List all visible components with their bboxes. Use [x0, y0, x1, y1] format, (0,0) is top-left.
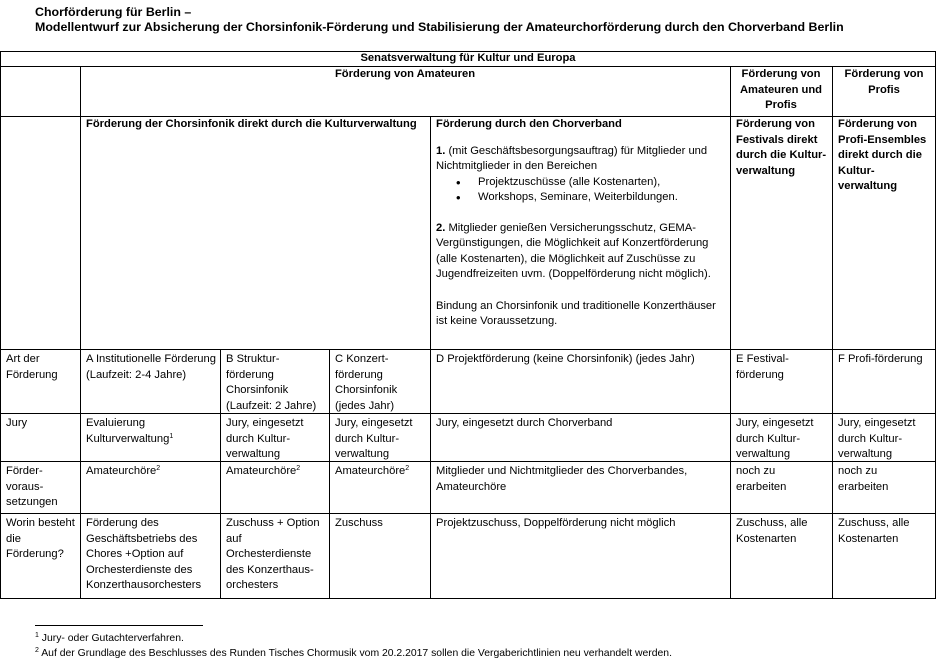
- grid-line: [329, 349, 330, 598]
- header-chorverband: Förderung durch den Chorverband: [436, 118, 622, 130]
- cell-b-jury: Jury, eingesetzt durch Kultur-verwaltung: [226, 417, 304, 460]
- header-senatsverwaltung: Senatsverwaltung für Kultur und Europa: [360, 52, 576, 64]
- list-item: • Projektzuschüsse (alle Kostenarten),: [436, 175, 726, 191]
- header-chorsinfonik: Förderung der Chorsinfonik direkt durch die Kulturverwaltung: [86, 118, 417, 130]
- cell-a-art: A Institutionelle Förderung (Laufzeit: 2-4 Jahre): [86, 353, 216, 381]
- title-line-2: Modellentwurf zur Absicherung der Chorsinfonik-Förderung und Stabilisierung der Amateurchorförderung durch den Chorverband Berlin: [35, 20, 844, 34]
- grid-line: [0, 513, 936, 514]
- header-foerderung-profis: Förderung von Profis: [844, 68, 924, 96]
- footnote-marker: 2: [156, 465, 161, 472]
- cell-text: Amateurchöre: [335, 465, 406, 477]
- footnote-number: 1: [35, 632, 39, 639]
- cell-b-voraussetzungen: [226, 464, 327, 480]
- chorverband-paragraph-1: [436, 144, 726, 175]
- row-label-art: Art der Förderung: [6, 353, 58, 381]
- cell-a-jury: [86, 416, 218, 447]
- cell-d-worin: Projektzuschuss, Doppelförderung nicht möglich: [436, 517, 676, 529]
- cell-c-voraussetzungen: [335, 464, 428, 480]
- grid-line: [0, 413, 936, 414]
- cell-c-art: C Konzert-förderung Chorsinfonik (jedes Jahr): [335, 353, 398, 412]
- grid-line: [730, 66, 731, 598]
- header-festivals: Förderung von Festivals direkt durch die Kultur-verwaltung: [736, 118, 827, 177]
- chorverband-paragraph-2: [436, 221, 726, 283]
- footnote-marker: 2: [296, 465, 301, 472]
- paragraph-number: 1.: [436, 144, 446, 157]
- cell-a-worin: Förderung des Geschäftsbetriebs des Chores +Option auf Orchesterdienste des Konzerthausorchesters: [86, 517, 202, 591]
- footnote-marker: 1: [169, 432, 174, 440]
- header-chorverband-block: [436, 117, 726, 330]
- paragraph-number: 2.: [436, 221, 446, 234]
- footnote-1: [35, 632, 184, 645]
- cell-c-jury: Jury, eingesetzt durch Kultur-verwaltung: [335, 417, 413, 460]
- footnote-2: [35, 647, 672, 660]
- cell-d-jury: Jury, eingesetzt durch Chorverband: [436, 417, 613, 429]
- cell-d-voraussetzungen: Mitglieder und Nichtmitglieder des Chorverbandes, Amateurchöre: [436, 465, 688, 493]
- grid-line: [430, 116, 431, 598]
- cell-text: Evaluierung Kulturverwaltung: [86, 417, 170, 445]
- cell-b-art: B Struktur-förderung Chorsinfonik (Laufzeit: 2 Jahre): [226, 353, 317, 412]
- grid-line: [0, 598, 936, 599]
- cell-e-art: E Festival-förderung: [736, 353, 789, 381]
- grid-line: [832, 66, 833, 598]
- row-label-jury: Jury: [6, 417, 28, 429]
- cell-text: Amateurchöre: [226, 465, 297, 477]
- paragraph-text: (mit Geschäftsbesorgungsauftrag) für Mitglieder und Nichtmitglieder in den Bereichen: [436, 144, 708, 172]
- cell-a-voraussetzungen: [86, 464, 218, 480]
- cell-f-voraussetzungen: noch zu erarbeiten: [838, 465, 889, 493]
- footnote-number: 2: [35, 647, 39, 654]
- title-line-1: Chorförderung für Berlin –: [35, 5, 192, 19]
- grid-line: [0, 349, 936, 350]
- chorverband-bullet-list: [436, 175, 726, 206]
- cell-e-worin: Zuschuss, alle Kostenarten: [736, 517, 808, 545]
- paragraph-text: Mitglieder genießen Versicherungsschutz, GEMA-Vergünstigungen, die Möglichkeit auf Konzertförderung (alle Kostenarten), die Möglichkeit auf Zuschüsse zu Jugendfreizeiten uvm. (Doppelförderung nicht möglich).: [436, 221, 711, 280]
- cell-d-art: D Projektförderung (keine Chorsinfonik) (jedes Jahr): [436, 353, 695, 365]
- footnote-marker: 2: [405, 465, 410, 472]
- cell-e-jury: Jury, eingesetzt durch Kultur-verwaltung: [736, 417, 814, 460]
- chorverband-paragraph-3: Bindung an Chorsinfonik und traditionelle Konzerthäuser ist keine Voraussetzung.: [436, 299, 716, 327]
- row-label-voraussetzungen: Förder-voraus-setzungen: [6, 465, 58, 508]
- footnote-separator: [35, 625, 203, 626]
- header-foerderung-amateure-profis: Förderung von Amateuren und Profis: [739, 68, 823, 111]
- footnote-text: Auf der Grundlage des Beschlusses des Runden Tisches Chormusik vom 20.2.2017 sollen die Vergaberichtlinien neu verhandelt werden.: [41, 648, 672, 659]
- cell-text: Amateurchöre: [86, 465, 157, 477]
- grid-line: [0, 51, 1, 598]
- grid-line: [220, 349, 221, 598]
- header-foerderung-amateure: Förderung von Amateuren: [334, 68, 476, 80]
- cell-b-worin: Zuschuss + Option auf Orchesterdienste des Konzerthaus-orchesters: [226, 517, 320, 591]
- cell-c-worin: Zuschuss: [335, 517, 383, 529]
- row-label-worin: Worin besteht die Förderung?: [6, 517, 75, 560]
- header-profi-ensembles: Förderung von Profi-Ensembles direkt durch die Kultur-verwaltung: [838, 118, 927, 192]
- cell-e-voraussetzungen: noch zu erarbeiten: [736, 465, 787, 493]
- document-title: [35, 5, 844, 35]
- grid-line: [80, 66, 81, 598]
- list-item: • Workshops, Seminare, Weiterbildungen.: [436, 190, 726, 206]
- cell-f-jury: Jury, eingesetzt durch Kultur-verwaltung: [838, 417, 916, 460]
- cell-f-art: F Profi-förderung: [838, 353, 923, 365]
- cell-f-worin: Zuschuss, alle Kostenarten: [838, 517, 910, 545]
- footnote-text: Jury- oder Gutachterverfahren.: [41, 633, 184, 644]
